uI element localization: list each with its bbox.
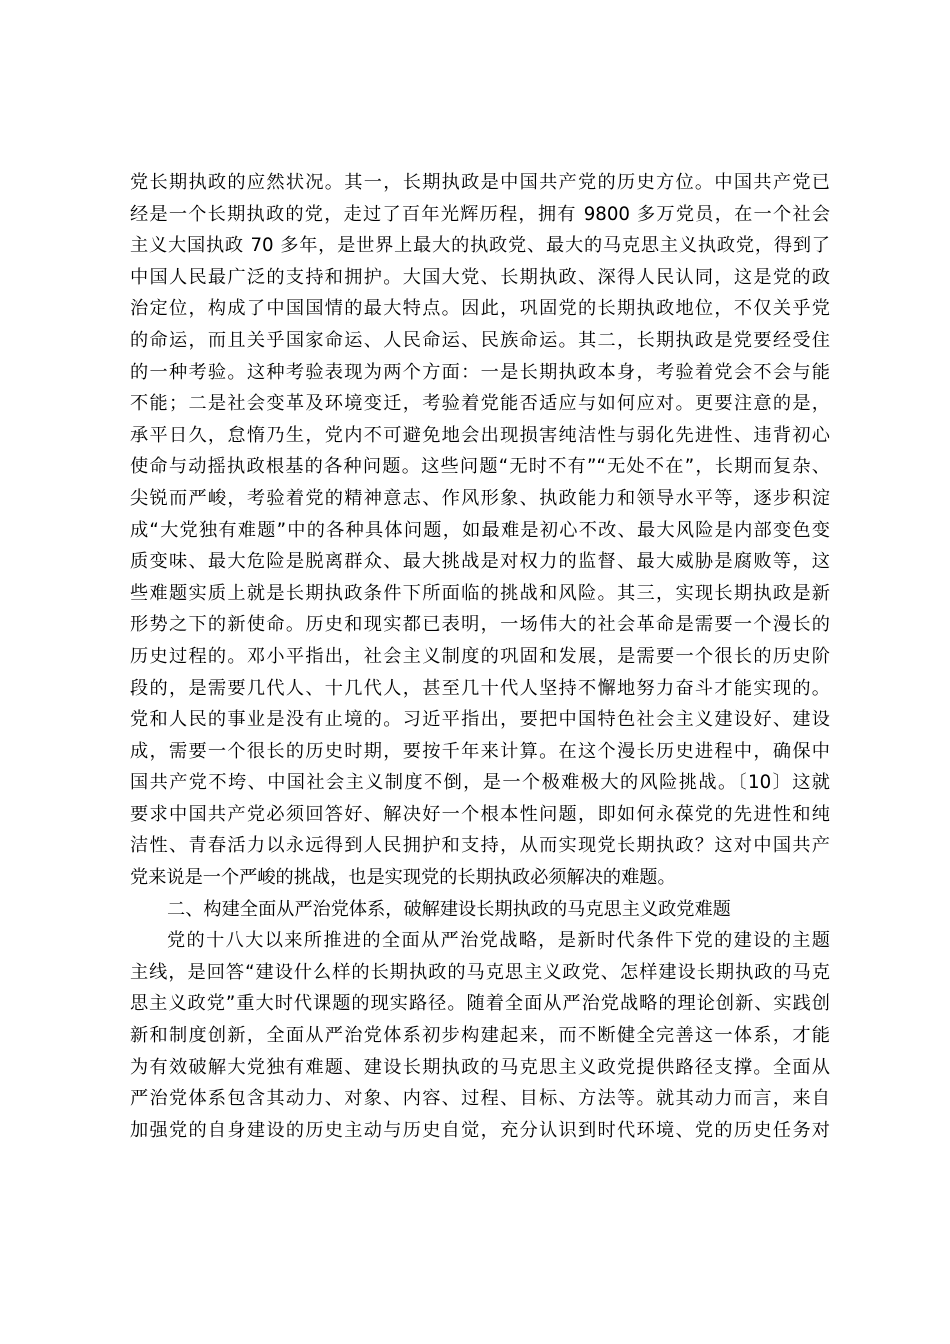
text-line-9: 承平日久，怠惰乃生，党内不可避免地会出现损害纯洁性与弱化先进性、违背初心 xyxy=(130,424,830,446)
text-line-17: 段的，是需要几代人、十几代人，甚至几十代人坚持不懈地努力奋斗才能实现的。 xyxy=(130,677,830,699)
text-line-3: 主义大国执政 70 多年，是世界上最大的执政党、最大的马克思主义执政党，得到了 xyxy=(130,235,830,257)
text-line-31: 加强党的自身建设的历史主动与历史自觉，充分认识到时代环境、党的历史任务对 xyxy=(130,1119,830,1141)
text-line-1: 党长期执政的应然状况。其一，长期执政是中国共产党的历史方位。中国共产党已 xyxy=(130,172,830,193)
text-line-21: 要求中国共产党必须回答好、解决好一个根本性问题，即如何永葆党的先进性和纯 xyxy=(130,803,830,825)
section-heading: 二、构建全面从严治党体系，破解建设长期执政的马克思主义政党难题 xyxy=(167,898,731,920)
text-line-7: 的一种考验。这种考验表现为两个方面：一是长期执政本身，考验着党会不会与能 xyxy=(130,361,830,383)
text-line-16: 历史过程的。邓小平指出，社会主义制度的巩固和发展，是需要一个很长的历史阶 xyxy=(130,645,830,667)
text-line-4: 中国人民最广泛的支持和拥护。大国大党、长期执政、深得人民认同，这是党的政 xyxy=(130,266,830,288)
text-line-19: 成，需要一个很长的历史时期，要按千年来计算。在这个漫长历史进程中，确保中 xyxy=(130,740,830,762)
text-line-5: 治定位，构成了中国国情的最大特点。因此，巩固党的长期执政地位，不仅关乎党 xyxy=(130,298,830,320)
text-line-22: 洁性、青春活力以永远得到人民拥护和支持，从而实现党长期执政？这对中国共产 xyxy=(130,835,830,857)
text-line-30: 严治党体系包含其动力、对象、内容、过程、目标、方法等。就其动力而言，来自 xyxy=(130,1088,830,1110)
text-line-6: 的命运，而且关乎国家命运、人民命运、民族命运。其二，长期执政是党要经受住 xyxy=(130,329,830,351)
text-line-26: 主线，是回答“建设什么样的长期执政的马克思主义政党、怎样建设长期执政的马克 xyxy=(130,961,830,983)
text-line-15: 形势之下的新使命。历史和现实都已表明，一场伟大的社会革命是需要一个漫长的 xyxy=(130,614,830,636)
text-line-18: 党和人民的事业是没有止境的。习近平指出，要把中国特色社会主义建设好、建设 xyxy=(130,709,830,731)
text-line-29: 为有效破解大党独有难题、建设长期执政的马克思主义政党提供路径支撑。全面从 xyxy=(130,1056,830,1078)
text-line-2: 经是一个长期执政的党，走过了百年光辉历程，拥有 9800 多万党员，在一个社会 xyxy=(130,203,830,225)
text-line-11: 尖锐而严峻，考验着党的精神意志、作风形象、执政能力和领导水平等，逐步积淀 xyxy=(130,487,830,509)
text-line-14: 些难题实质上就是长期执政条件下所面临的挑战和风险。其三，实现长期执政是新 xyxy=(130,582,830,604)
text-line-8: 不能；二是社会变革及环境变迁，考验着党能否适应与如何应对。更要注意的是， xyxy=(130,393,830,415)
text-line-12: 成“大党独有难题”中的各种具体问题，如最难是初心不改、最大风险是内部变色变 xyxy=(130,519,830,541)
text-line-23: 党来说是一个严峻的挑战，也是实现党的长期执政必须解决的难题。 xyxy=(130,867,676,889)
text-line-13: 质变味、最大危险是脱离群众、最大挑战是对权力的监督、最大威胁是腐败等，这 xyxy=(130,551,830,573)
text-line-20: 国共产党不垮、中国社会主义制度不倒，是一个极难极大的风险挑战。〔10〕这就 xyxy=(130,772,830,794)
body-text xyxy=(130,167,830,1146)
text-line-28: 新和制度创新，全面从严治党体系初步构建起来，而不断健全完善这一体系，才能 xyxy=(130,1025,830,1047)
text-line-25: 党的十八大以来所推进的全面从严治党战略，是新时代条件下党的建设的主题 xyxy=(167,930,830,952)
text-line-27: 思主义政党”重大时代课题的现实路径。随着全面从严治党战略的理论创新、实践创 xyxy=(130,993,830,1015)
text-line-10: 使命与动摇执政根基的各种问题。这些问题“无时不有”“无处不在”，长期而复杂、 xyxy=(130,456,830,478)
